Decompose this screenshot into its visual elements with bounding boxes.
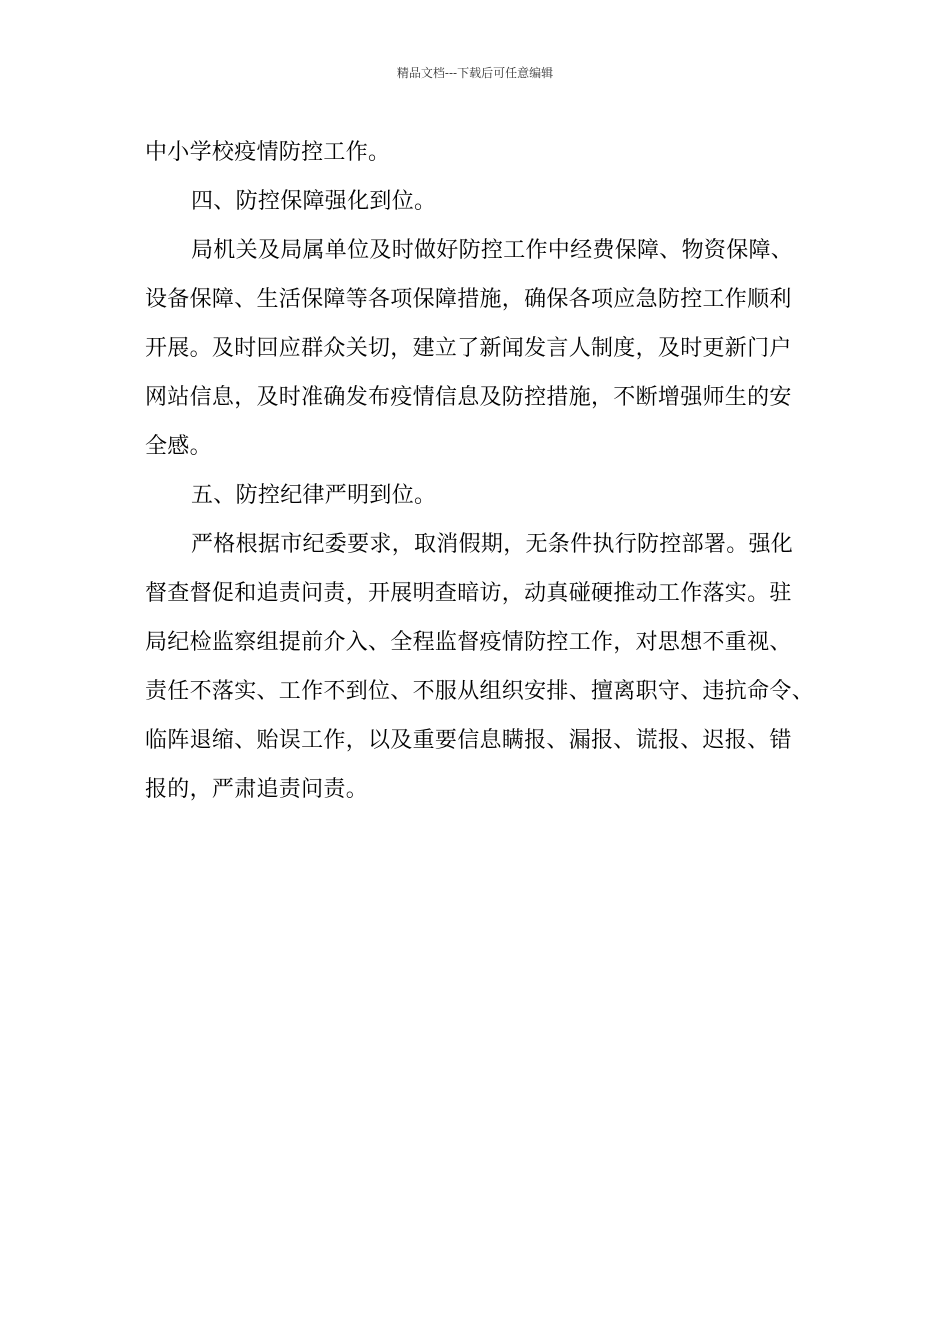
text-line: 中小学校疫情防控工作。 xyxy=(145,140,391,165)
text-line: 设备保障、生活保障等各项保障措施，确保各项应急防控工作顺利 xyxy=(145,287,792,312)
text-line: 局纪检监察组提前介入、全程监督疫情防控工作，对思想不重视、 xyxy=(145,630,792,655)
section-heading: 五、防控纪律严明到位。 xyxy=(191,483,437,508)
text-line: 责任不落实、工作不到位、不服从组织安排、擅离职守、违抗命令、 xyxy=(145,679,815,704)
page-header: 精品文档---下载后可任意编辑 xyxy=(396,66,554,80)
text-line: 全感。 xyxy=(145,434,212,459)
text-line: 网站信息，及时准确发布疫情信息及防控措施，不断增强师生的安 xyxy=(145,385,792,410)
document-body xyxy=(145,128,825,814)
section-heading: 四、防控保障强化到位。 xyxy=(191,189,437,214)
text-line: 临阵退缩、贻误工作，以及重要信息瞒报、漏报、谎报、迟报、错 xyxy=(145,728,792,753)
text-line: 严格根据市纪委要求，取消假期，无条件执行防控部署。强化 xyxy=(191,532,794,557)
text-line: 报的，严肃追责问责。 xyxy=(145,777,369,802)
text-line: 开展。及时回应群众关切，建立了新闻发言人制度，及时更新门户 xyxy=(145,336,792,361)
text-line: 局机关及局属单位及时做好防控工作中经费保障、物资保障、 xyxy=(191,238,794,263)
text-line: 督查督促和追责问责，开展明查暗访，动真碰硬推动工作落实。驻 xyxy=(145,581,792,606)
